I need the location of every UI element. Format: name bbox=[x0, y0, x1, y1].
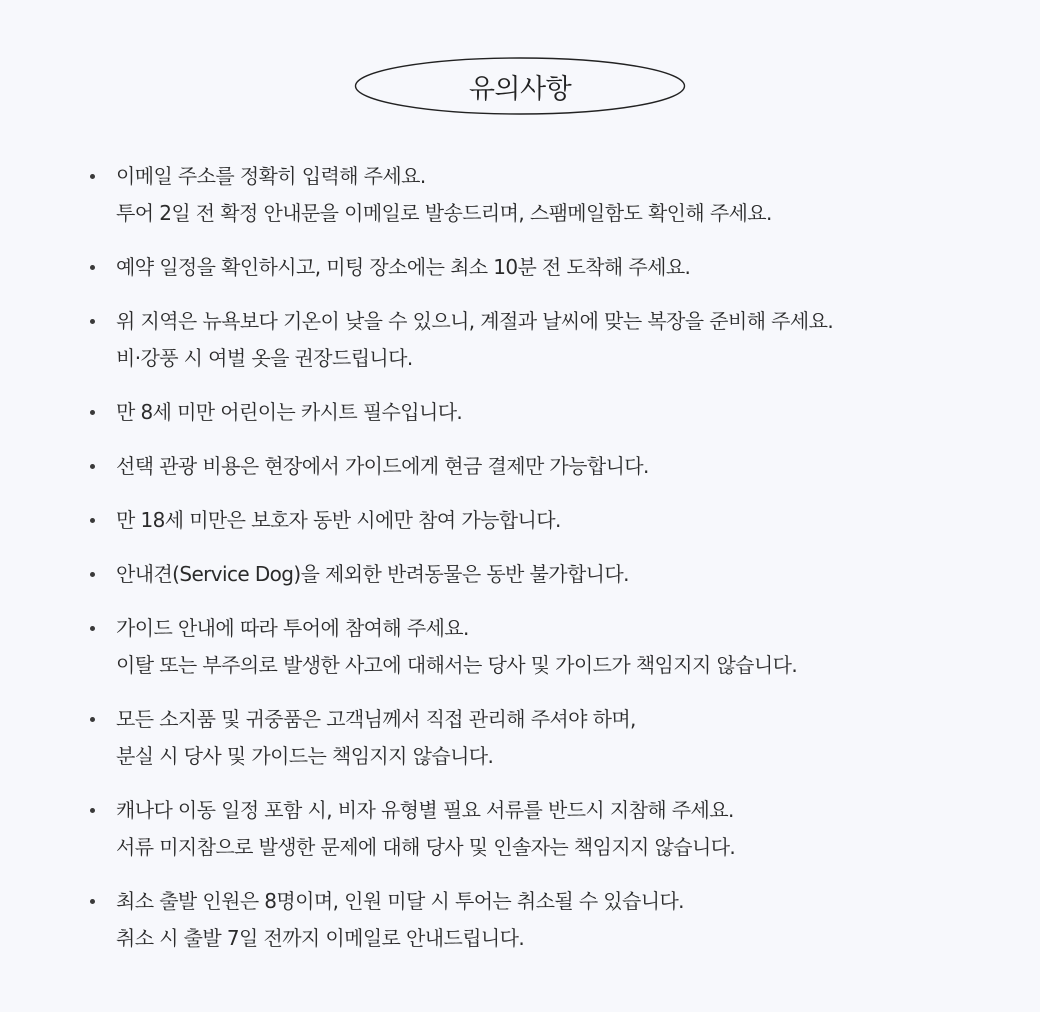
notice-item bbox=[86, 303, 1006, 377]
bullet-icon bbox=[90, 899, 95, 904]
bullet-icon bbox=[90, 717, 95, 722]
notice-text: 캐나다 이동 일정 포함 시, 비자 유형별 필요 서류를 반드시 지참해 주세요. bbox=[116, 798, 734, 822]
notice-item bbox=[86, 792, 1006, 866]
notice-item bbox=[86, 556, 1006, 593]
notice-item bbox=[86, 249, 1006, 286]
bullet-icon bbox=[90, 464, 95, 469]
bullet-icon bbox=[90, 410, 95, 415]
notice-item bbox=[86, 448, 1006, 485]
notice-item bbox=[86, 394, 1006, 431]
page-title: 유의사항 bbox=[468, 73, 572, 105]
notice-item bbox=[86, 158, 1006, 232]
notice-text: 이탈 또는 부주의로 발생한 사고에 대해서는 당사 및 가이드가 책임지지 않습니다. bbox=[116, 653, 798, 677]
notice-text: 취소 시 출발 7일 전까지 이메일로 안내드립니다. bbox=[116, 926, 525, 950]
bullet-icon bbox=[90, 808, 95, 813]
notice-text: 가이드 안내에 따라 투어에 참여해 주세요. bbox=[116, 616, 469, 640]
notice-item bbox=[86, 502, 1006, 539]
bullet-icon bbox=[90, 572, 95, 577]
notice-item bbox=[86, 610, 1006, 684]
notice-text: 이메일 주소를 정확히 입력해 주세요. bbox=[116, 164, 426, 188]
title-badge bbox=[354, 56, 686, 116]
bullet-icon bbox=[90, 174, 95, 179]
bullet-icon bbox=[90, 626, 95, 631]
bullet-icon bbox=[90, 518, 95, 523]
notice-text: 분실 시 당사 및 가이드는 책임지지 않습니다. bbox=[116, 744, 494, 768]
notice-text: 모든 소지품 및 귀중품은 고객님께서 직접 관리해 주셔야 하며, bbox=[116, 707, 636, 731]
notice-text: 만 18세 미만은 보호자 동반 시에만 참여 가능합니다. bbox=[116, 508, 561, 532]
notice-item bbox=[86, 883, 1006, 957]
bullet-icon bbox=[90, 319, 95, 324]
notice-text: 위 지역은 뉴욕보다 기온이 낮을 수 있으니, 계절과 날씨에 맞는 복장을 준비해 주세요. bbox=[116, 309, 834, 333]
bullet-icon bbox=[90, 265, 95, 270]
notice-list bbox=[86, 158, 1006, 974]
notice-text: 예약 일정을 확인하시고, 미팅 장소에는 최소 10분 전 도착해 주세요. bbox=[116, 255, 691, 279]
notice-text: 만 8세 미만 어린이는 카시트 필수입니다. bbox=[116, 400, 463, 424]
notice-text: 비·강풍 시 여벌 옷을 권장드립니다. bbox=[116, 346, 413, 370]
notice-text: 안내견(Service Dog)을 제외한 반려동물은 동반 불가합니다. bbox=[116, 562, 629, 586]
notice-item bbox=[86, 701, 1006, 775]
notice-text: 선택 관광 비용은 현장에서 가이드에게 현금 결제만 가능합니다. bbox=[116, 454, 649, 478]
notice-text: 최소 출발 인원은 8명이며, 인원 미달 시 투어는 취소될 수 있습니다. bbox=[116, 889, 684, 913]
notice-text: 서류 미지참으로 발생한 문제에 대해 당사 및 인솔자는 책임지지 않습니다. bbox=[116, 835, 736, 859]
notice-text: 투어 2일 전 확정 안내문을 이메일로 발송드리며, 스팸메일함도 확인해 주세요. bbox=[116, 201, 772, 225]
